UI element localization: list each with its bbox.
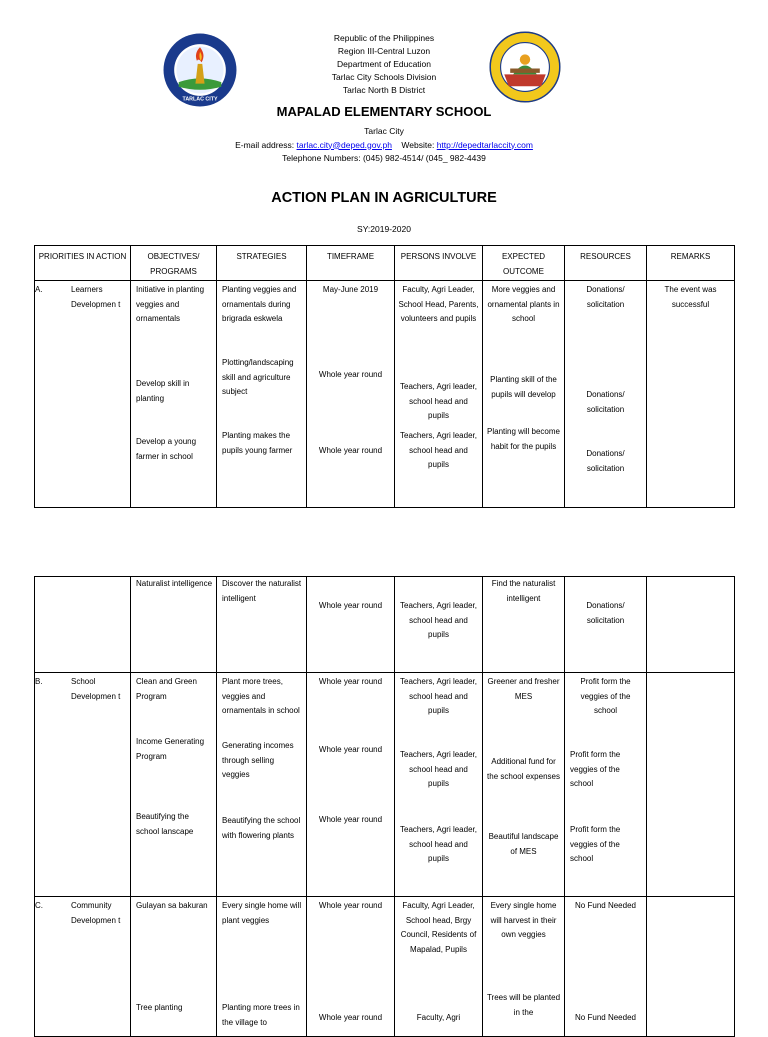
header-line: Republic of the Philippines bbox=[333, 33, 435, 43]
column-header: RESOURCES bbox=[565, 246, 647, 281]
strategy: Generating incomes through selling veggies bbox=[222, 741, 294, 779]
expected-outcome: Planting will become habit for the pupils bbox=[487, 427, 560, 451]
persons-involved: Faculty, Agri Leader, School Head, Parents, volunteers and pupils bbox=[398, 285, 479, 323]
city: Tarlac City bbox=[364, 126, 404, 136]
priority-label: Learners Developmen t bbox=[71, 285, 121, 309]
objective: Clean and Green Program bbox=[136, 677, 197, 701]
strategy: Beautifying the school with flowering plants bbox=[222, 816, 301, 840]
expected-outcome: Greener and fresher MES bbox=[487, 677, 560, 701]
resources: Profit form the veggies of the school bbox=[570, 750, 621, 788]
school-name: MAPALAD ELEMENTARY SCHOOL bbox=[276, 104, 492, 119]
website-label: Website: bbox=[401, 139, 435, 150]
objective: Income Generating Program bbox=[136, 737, 205, 761]
column-header: REMARKS bbox=[647, 246, 735, 281]
priority-label: Community Developmen t bbox=[71, 901, 121, 925]
expected-outcome: More veggies and ornamental plants in school bbox=[487, 285, 560, 323]
resources: Profit form the veggies of the school bbox=[570, 825, 621, 863]
table-row bbox=[35, 897, 735, 1037]
priority-label: School Developmen t bbox=[71, 677, 121, 701]
school-year: SY:2019-2020 bbox=[357, 224, 411, 234]
persons-involved: Teachers, Agri leader, school head and pupils bbox=[400, 431, 477, 469]
strategy: Every single home will plant veggies bbox=[222, 901, 302, 925]
email-website-line bbox=[0, 139, 768, 153]
website-link[interactable]: http://depedtarlaccity.com bbox=[436, 139, 533, 150]
resources: Donations/ solicitation bbox=[586, 285, 625, 309]
table-row bbox=[35, 281, 735, 508]
timeframe: Whole year round bbox=[318, 901, 383, 910]
priority-cell bbox=[35, 899, 131, 928]
email-label: E-mail address: bbox=[235, 139, 295, 150]
timeframe: Whole year round bbox=[318, 815, 383, 824]
strategy: Plant more trees, veggies and ornamentals in school bbox=[222, 677, 300, 715]
table-header-row bbox=[35, 246, 735, 281]
objective: Develop a young farmer in school bbox=[136, 437, 197, 461]
timeframe: Whole year round bbox=[318, 446, 383, 455]
strategy: Planting veggies and ornamentals during brigrada eskwela bbox=[222, 285, 297, 323]
expected-outcome: Additional fund for the school expenses bbox=[487, 757, 560, 781]
resources: Donations/ solicitation bbox=[586, 449, 625, 473]
table-row bbox=[35, 577, 735, 673]
column-header: OBJECTIVES/ PROGRAMS bbox=[131, 246, 217, 281]
expected-outcome: Beautiful landscape of MES bbox=[488, 832, 559, 856]
objective: Gulayan sa bakuran bbox=[136, 901, 208, 910]
column-header: EXPECTED OUTCOME bbox=[483, 246, 565, 281]
resources: Donations/ solicitation bbox=[586, 601, 625, 625]
header-line: Department of Education bbox=[336, 59, 432, 69]
expected-outcome: Every single home will harvest in their own veggies bbox=[490, 901, 557, 939]
svg-text:TARLAC CITY: TARLAC CITY bbox=[182, 96, 218, 103]
column-header: PRIORITIES IN ACTION bbox=[35, 246, 131, 281]
expected-outcome: Planting skill of the pupils will develop bbox=[490, 375, 557, 399]
header-line: Region III-Central Luzon bbox=[337, 46, 431, 56]
email-link[interactable]: tarlac.city@deped.gov.ph bbox=[296, 139, 392, 150]
timeframe: May-June 2019 bbox=[322, 285, 379, 294]
timeframe: Whole year round bbox=[318, 677, 383, 686]
priority-letter: B. bbox=[35, 677, 43, 686]
telephone: Telephone Numbers: (045) 982-4514/ (045_ 982-4439 bbox=[282, 153, 486, 163]
persons-involved: Teachers, Agri leader, school head and pupils bbox=[400, 601, 477, 639]
persons-involved: Teachers, Agri leader, school head and pupils bbox=[400, 677, 477, 715]
resources: Donations/ solicitation bbox=[586, 390, 625, 414]
resources: No Fund Needed bbox=[575, 901, 636, 910]
resources: No Fund Needed bbox=[575, 1013, 636, 1022]
objective: Naturalist intelligence bbox=[136, 579, 213, 588]
header-line: Tarlac City Schools Division bbox=[331, 72, 437, 82]
persons-involved: Teachers, Agri leader, school head and pupils bbox=[400, 382, 477, 420]
expected-outcome: Find the naturalist intelligent bbox=[491, 579, 556, 603]
objective: Beautifying the school lanscape bbox=[136, 812, 194, 836]
action-plan-table-2 bbox=[34, 576, 735, 1037]
column-header: PERSONS INVOLVE bbox=[395, 246, 483, 281]
timeframe: Whole year round bbox=[318, 601, 383, 610]
priority-cell bbox=[35, 283, 131, 312]
priority-letter: A. bbox=[35, 285, 43, 294]
column-header: STRATEGIES bbox=[217, 246, 307, 281]
strategy: Planting more trees in the village to bbox=[222, 1003, 300, 1027]
document-title: ACTION PLAN IN AGRICULTURE bbox=[271, 190, 497, 206]
timeframe: Whole year round bbox=[318, 370, 383, 379]
priority-letter: C. bbox=[35, 901, 43, 910]
header-line: Tarlac North B District bbox=[342, 85, 426, 95]
remarks: The event was successful bbox=[664, 285, 717, 309]
objective: Tree planting bbox=[136, 1003, 183, 1012]
table-row bbox=[35, 673, 735, 897]
priority-cell bbox=[35, 675, 131, 704]
objective: Initiative in planting veggies and ornamentals bbox=[136, 285, 205, 323]
timeframe: Whole year round bbox=[318, 745, 383, 754]
timeframe: Whole year round bbox=[318, 1013, 383, 1022]
resources: Profit form the veggies of the school bbox=[580, 677, 631, 715]
strategy: Planting makes the pupils young farmer bbox=[222, 431, 293, 455]
persons-involved: Teachers, Agri leader, school head and pupils bbox=[400, 825, 477, 863]
column-header: TIMEFRAME bbox=[307, 246, 395, 281]
strategy: Plotting/landscaping skill and agriculture subject bbox=[222, 358, 294, 396]
contact-block bbox=[0, 125, 768, 166]
persons-involved: Teachers, Agri leader, school head and pupils bbox=[400, 750, 477, 788]
objective: Develop skill in planting bbox=[136, 379, 190, 403]
header-lines bbox=[0, 32, 768, 97]
expected-outcome: Trees will be planted in the bbox=[486, 993, 561, 1017]
persons-involved: Faculty, Agri bbox=[416, 1013, 461, 1022]
persons-involved: Faculty, Agri Leader, School head, Brgy Council, Residents of Mapalad, Pupils bbox=[400, 901, 477, 954]
strategy: Discover the naturalist intelligent bbox=[222, 579, 302, 603]
action-plan-table-1 bbox=[34, 245, 735, 508]
